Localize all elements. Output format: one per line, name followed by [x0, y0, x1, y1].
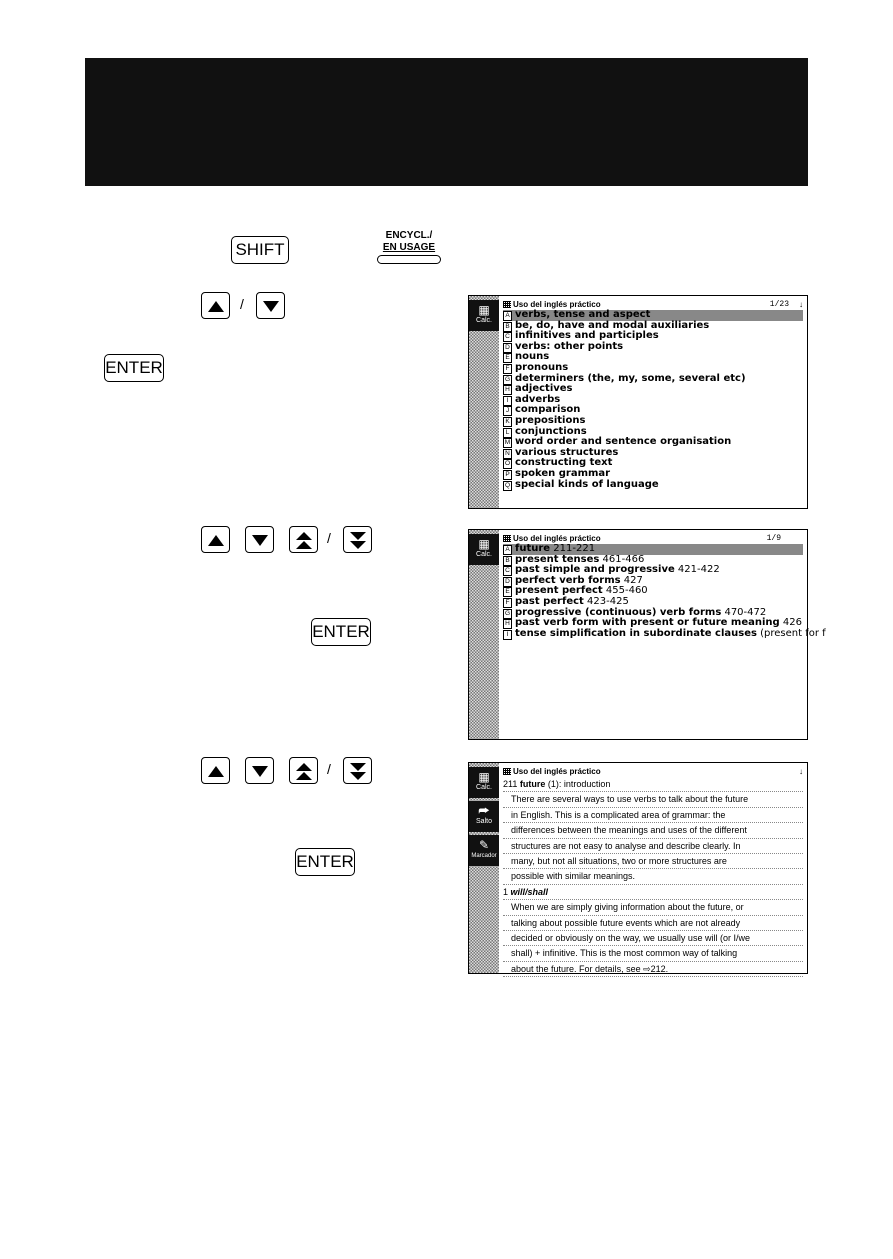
section-banner: [85, 58, 808, 186]
page-up-key-icon: [289, 757, 318, 784]
item-letter: I: [503, 630, 512, 640]
scroll-down-icon: ↓: [799, 300, 803, 309]
item-letter: D: [503, 343, 512, 353]
page-down-key-icon: [343, 757, 372, 784]
grid-icon: [503, 301, 511, 308]
side-panel: [469, 530, 499, 739]
item-letter: C: [503, 332, 512, 342]
item-letter: F: [503, 598, 512, 608]
article-line: structures are not easy to analyse and describe clearly. In: [503, 839, 803, 854]
enter-key: ENTER: [311, 618, 371, 646]
up-arrow-key-icon: [201, 292, 230, 319]
item-text: adjectives: [515, 383, 573, 395]
or-separator: /: [240, 296, 244, 312]
item-letter: N: [503, 449, 512, 459]
or-separator: /: [327, 761, 331, 777]
up-arrow-key-icon: [201, 526, 230, 553]
page-indicator: 1/9: [766, 534, 781, 543]
jump-icon: ⮫: [478, 804, 490, 818]
calc-button[interactable]: [469, 300, 499, 331]
item-text: perfect verb forms: [515, 574, 621, 586]
item-text: present tenses: [515, 553, 600, 565]
grid-icon: [503, 768, 511, 775]
item-reference: 211-221: [550, 543, 596, 554]
item-reference: 470-472: [721, 606, 767, 618]
item-letter: Q: [504, 481, 511, 489]
item-text: past simple and progressive: [515, 564, 675, 576]
page-indicator: 1/23: [769, 300, 789, 309]
item-text: spoken grammar: [515, 467, 611, 479]
calculator-icon: ▦: [478, 770, 490, 784]
marker-icon: ✎: [478, 838, 490, 852]
article-line: talking about possible future events which are not already: [503, 916, 803, 931]
article-line: many, but not all situations, two or more structures are: [503, 854, 803, 869]
side-panel: [469, 763, 499, 973]
item-text: pronouns: [515, 361, 569, 373]
calc-button[interactable]: [469, 767, 499, 798]
item-text: infinitives and participles: [515, 330, 659, 342]
screen-article: [468, 762, 808, 974]
article-line: in English. This is a complicated area of grammar: the: [503, 808, 803, 823]
item-letter: L: [503, 428, 512, 438]
down-arrow-key-icon: [245, 757, 274, 784]
item-letter: E: [503, 587, 512, 597]
calc-label: Calc.: [476, 551, 492, 558]
down-arrow-key-icon: [256, 292, 285, 319]
encycl-key-label-bottom: EN USAGE: [382, 242, 436, 253]
marcador-button[interactable]: [469, 835, 499, 866]
item-letter: B: [503, 556, 512, 566]
item-letter: F: [503, 364, 512, 374]
item-text: special kinds of language: [515, 478, 659, 490]
subheading: [503, 885, 803, 900]
item-letter: H: [503, 385, 512, 395]
page-down-key-icon: [343, 526, 372, 553]
article-line: When we are simply giving information about the future, or: [503, 900, 803, 915]
calculator-icon: ▦: [478, 537, 490, 551]
item-text: determiners (the, my, some, several etc): [515, 372, 746, 384]
salto-button[interactable]: [469, 801, 499, 832]
subheading-number: 1: [503, 886, 509, 897]
encycl-en-usage-key: [377, 230, 441, 264]
item-letter: J: [503, 406, 512, 416]
item-text: present perfect: [515, 585, 603, 597]
heading-subtitle: (1): introduction: [545, 779, 611, 789]
salto-label: Salto: [476, 818, 492, 825]
scroll-down-icon: ↓: [799, 767, 803, 776]
article-line: decided or obviously on the way, we usually use will (or I/we: [503, 931, 803, 946]
item-reference: 421-422: [674, 564, 720, 576]
calc-label: Calc.: [476, 317, 492, 324]
down-arrow-key-icon: [245, 526, 274, 553]
item-text: be, do, have and modal auxiliaries: [515, 319, 710, 331]
article-line: possible with similar meanings.: [503, 869, 803, 884]
item-text: progressive (continuous) verb forms: [515, 606, 722, 618]
encycl-key-label-top: ENCYCL./: [385, 230, 433, 241]
calc-label: Calc.: [476, 784, 492, 791]
screen-header: [503, 766, 803, 777]
item-reference: 455-460: [602, 585, 648, 597]
item-letter: H: [503, 619, 512, 629]
article-heading: [503, 777, 803, 792]
item-text: conjunctions: [515, 425, 587, 437]
item-letter: A: [503, 311, 512, 321]
item-text: prepositions: [515, 414, 586, 426]
enter-key: ENTER: [104, 354, 164, 382]
item-text: future: [515, 543, 551, 554]
item-letter: I: [503, 396, 512, 406]
item-letter: E: [503, 353, 512, 363]
item-text: nouns: [515, 351, 550, 363]
item-letter: G: [504, 375, 511, 383]
up-arrow-key-icon: [201, 757, 230, 784]
item-letter: O: [504, 460, 511, 468]
shift-key: SHIFT: [231, 236, 289, 264]
article-body: [503, 777, 803, 977]
marcador-label: Marcador: [471, 853, 497, 859]
item-text: verbs, tense and aspect: [515, 309, 651, 320]
item-text: constructing text: [515, 457, 613, 469]
or-separator: /: [327, 530, 331, 546]
item-text: word order and sentence organisation: [515, 436, 732, 448]
item-reference: 427: [620, 574, 643, 586]
item-reference: 461-466: [599, 553, 645, 565]
list-item[interactable]: [503, 627, 826, 640]
screen-title: Uso del inglés práctico: [513, 767, 601, 776]
calc-button[interactable]: [469, 534, 499, 565]
item-letter: D: [503, 577, 512, 587]
article-line: There are several ways to use verbs to talk about the future: [503, 792, 803, 807]
item-text: comparison: [515, 404, 581, 416]
screen-category-list: [468, 295, 808, 509]
item-text: verbs: other points: [515, 340, 624, 352]
article-line: about the future. For details, see ⇨212.: [503, 962, 803, 977]
list-item[interactable]: [503, 480, 803, 491]
item-letter: K: [503, 417, 512, 427]
item-text: various structures: [515, 446, 619, 458]
item-letter: P: [503, 470, 512, 480]
calculator-icon: ▦: [478, 303, 490, 317]
item-text: adverbs: [515, 393, 561, 405]
item-letter: A: [503, 545, 512, 555]
item-letter: M: [504, 439, 511, 447]
item-letter: C: [503, 566, 512, 576]
item-reference: 423-425: [583, 595, 629, 607]
article-line: differences between the meanings and uses of the different: [503, 823, 803, 838]
enter-key: ENTER: [295, 848, 355, 876]
screen-title: Uso del inglés práctico: [513, 534, 601, 543]
grid-icon: [503, 535, 511, 542]
side-panel: [469, 296, 499, 508]
heading-number: 211: [503, 779, 518, 789]
subheading-title: will/shall: [510, 886, 549, 897]
item-text: past perfect: [515, 595, 584, 607]
subcategory-list: [503, 543, 826, 639]
heading-title: future: [519, 779, 546, 789]
item-letter: B: [503, 322, 512, 332]
item-text: past verb form with present or future meaning: [515, 617, 780, 629]
screen-title: Uso del inglés práctico: [513, 300, 601, 309]
page-up-key-icon: [289, 526, 318, 553]
article-line: shall) + infinitive. This is the most common way of talking: [503, 946, 803, 961]
category-list: [503, 310, 803, 490]
item-letter: G: [504, 609, 511, 617]
screen-subcategory-list: [468, 529, 826, 740]
item-reference: 426: [779, 617, 802, 629]
item-reference: (present for f: [756, 627, 826, 639]
item-text: tense simplification in subordinate clauses: [515, 627, 757, 639]
